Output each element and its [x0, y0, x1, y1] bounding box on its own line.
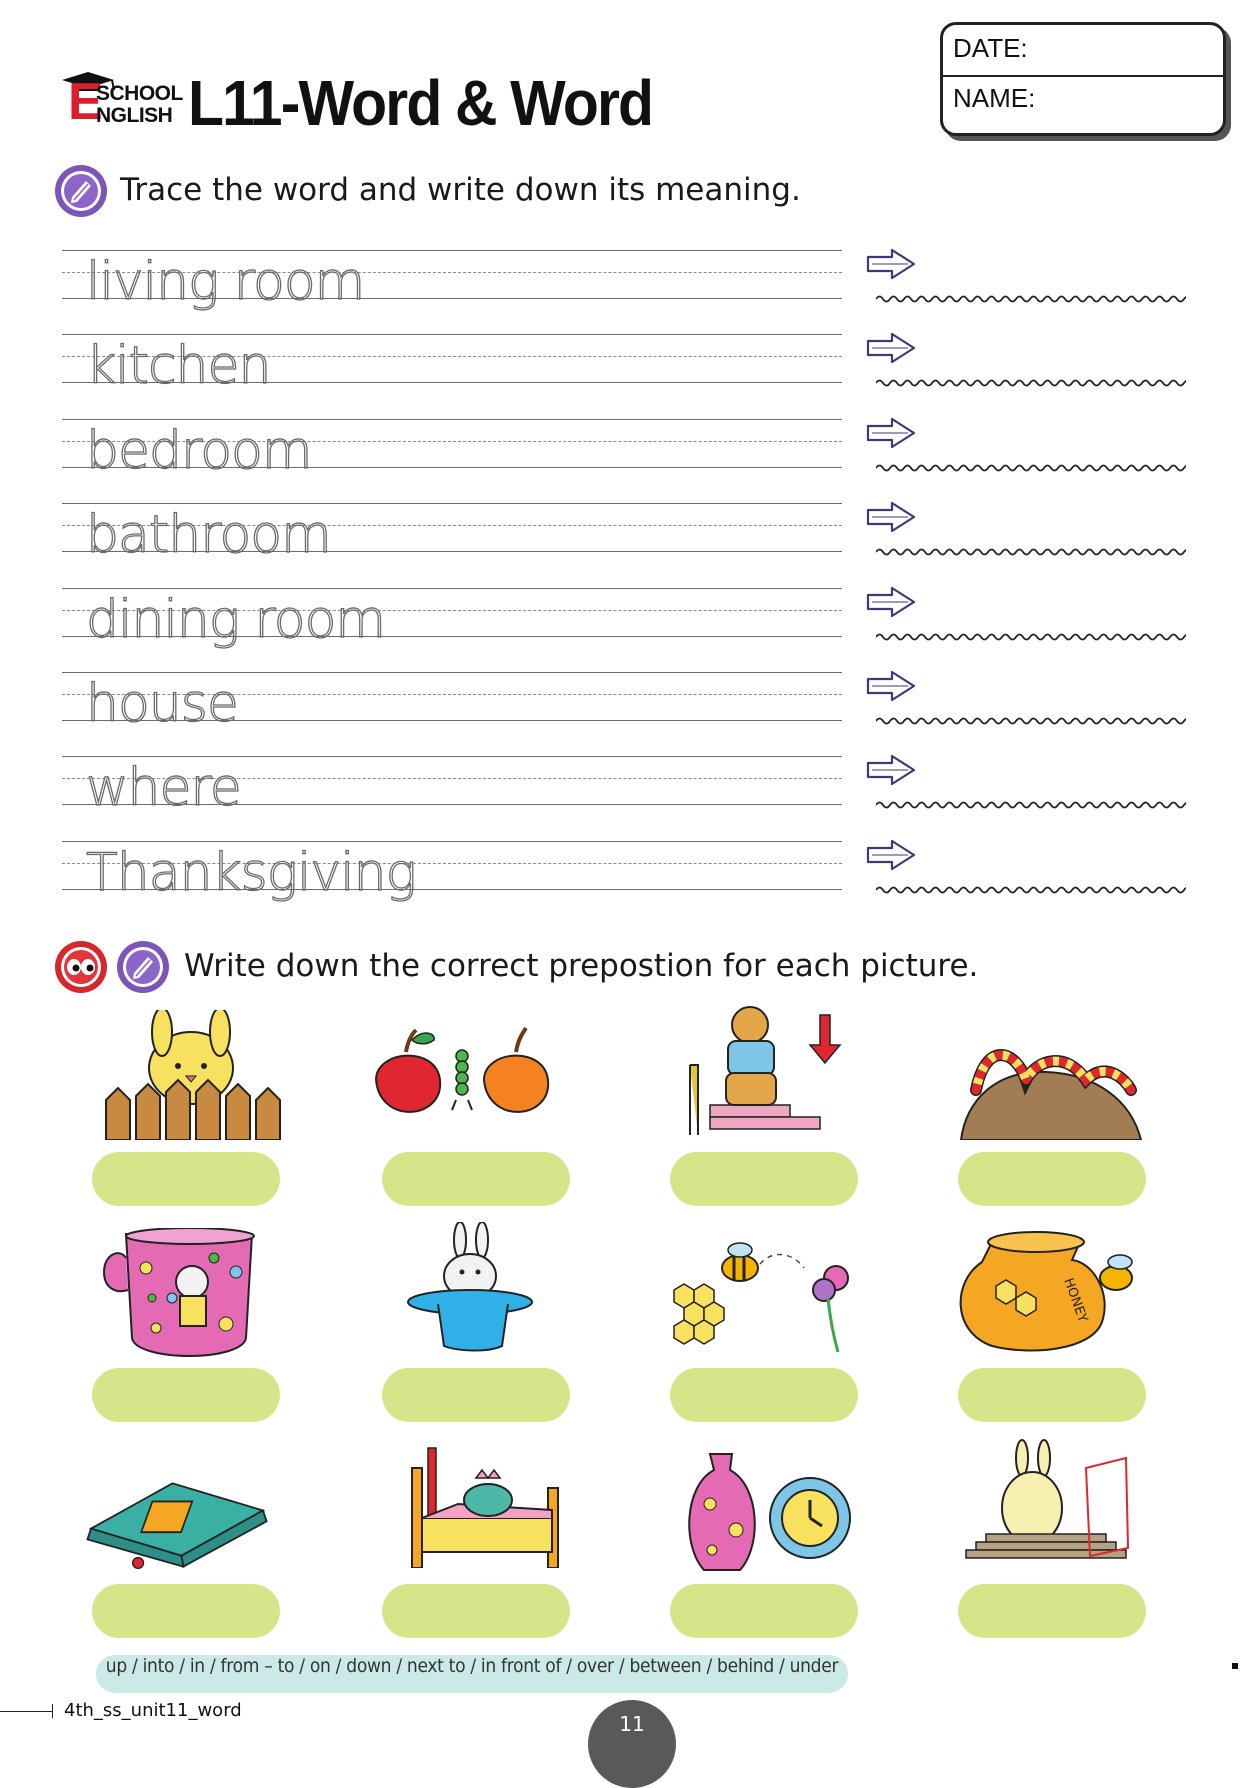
- answer-field-2[interactable]: [382, 1152, 570, 1206]
- pencil-write-icon: [116, 940, 170, 994]
- trace-word[interactable]: where: [86, 758, 241, 818]
- answer-field-11[interactable]: [670, 1584, 858, 1638]
- preposition-word-bank: up / into / in / from – to / on / down / next to / in front of / over / between / behind / under: [96, 1655, 848, 1693]
- guide-line: [62, 588, 842, 589]
- answer-field-5[interactable]: [92, 1368, 280, 1422]
- bear-down-stairs-picture: [670, 1005, 860, 1135]
- pencil-write-icon: [54, 164, 108, 218]
- date-label: DATE:: [953, 33, 1028, 63]
- meaning-answer-line[interactable]: [876, 376, 1186, 390]
- guide-line: [62, 419, 842, 420]
- bee-from-hive-to-flower-picture: [664, 1228, 854, 1358]
- trace-row: [62, 756, 842, 832]
- logo-school-text: SCHOOL: [96, 82, 183, 105]
- meaning-answer-line[interactable]: [876, 630, 1186, 644]
- trace-word[interactable]: Thanksgiving: [86, 843, 416, 903]
- outline-arrow-icon: [864, 839, 918, 871]
- box-divider: [943, 75, 1223, 77]
- outline-arrow-icon: [864, 670, 918, 702]
- page-number-badge: [588, 1700, 676, 1788]
- meaning-answer-line[interactable]: [876, 714, 1186, 728]
- answer-field-12[interactable]: [958, 1584, 1146, 1638]
- rabbit-from-hat-picture: [390, 1222, 580, 1352]
- rabbit-up-stairs-picture: [956, 1438, 1146, 1568]
- answer-field-7[interactable]: [670, 1368, 858, 1422]
- trace-word[interactable]: living room: [86, 252, 365, 312]
- guide-line: [62, 756, 842, 757]
- outline-arrow-icon: [864, 417, 918, 449]
- answer-field-6[interactable]: [382, 1368, 570, 1422]
- meaning-answer-line[interactable]: [876, 883, 1186, 897]
- meaning-answer-line[interactable]: [876, 798, 1186, 812]
- guide-line: [62, 672, 842, 673]
- answer-field-4[interactable]: [958, 1152, 1146, 1206]
- outline-arrow-icon: [864, 248, 918, 280]
- page-number: 11: [619, 1712, 645, 1736]
- mouse-in-cup-picture: [96, 1228, 286, 1358]
- bee-into-honey-jar-picture: [952, 1222, 1142, 1352]
- logo-letter-e: E: [68, 73, 103, 131]
- trace-word[interactable]: bedroom: [86, 421, 312, 481]
- trace-row: [62, 672, 842, 748]
- name-label: NAME:: [953, 83, 1036, 113]
- worm-between-fruits-picture: [366, 1010, 556, 1140]
- answer-field-1[interactable]: [92, 1152, 280, 1206]
- guide-line: [62, 334, 842, 335]
- outline-arrow-icon: [864, 501, 918, 533]
- snake-over-rock-picture: [956, 1010, 1146, 1140]
- trace-word[interactable]: kitchen: [86, 336, 271, 396]
- eyes-look-icon: [54, 940, 108, 994]
- logo-english-text: NGLISH: [96, 104, 173, 127]
- answer-field-10[interactable]: [382, 1584, 570, 1638]
- instruction-preposition: Write down the correct prepostion for each picture.: [184, 948, 979, 984]
- guide-line: [62, 250, 842, 251]
- school-english-logo: [58, 70, 183, 132]
- trace-row: [62, 841, 842, 917]
- guide-line: [62, 841, 842, 842]
- trace-word[interactable]: house: [86, 674, 238, 734]
- answer-field-3[interactable]: [670, 1152, 858, 1206]
- footer-line: [0, 1711, 52, 1712]
- rabbit-behind-fence-picture: [96, 1010, 286, 1140]
- meaning-answer-line[interactable]: [876, 545, 1186, 559]
- footer-code: 4th_ss_unit11_word: [64, 1700, 242, 1721]
- page-title: L11-Word & Word: [188, 67, 653, 139]
- meaning-answer-line[interactable]: [876, 461, 1186, 475]
- page-mark: [1232, 1663, 1238, 1669]
- trace-row: [62, 334, 842, 410]
- instruction-trace: Trace the word and write down its meaning.: [120, 172, 801, 208]
- outline-arrow-icon: [864, 754, 918, 786]
- footer-tick: [52, 1704, 53, 1718]
- answer-field-9[interactable]: [92, 1584, 280, 1638]
- vase-next-to-clock-picture: [670, 1446, 860, 1576]
- trace-row: [62, 419, 842, 495]
- trace-word[interactable]: bathroom: [86, 505, 331, 565]
- trace-row: [62, 503, 842, 579]
- bug-under-book-picture: [82, 1450, 272, 1580]
- trace-row: [62, 250, 842, 326]
- trace-row: [62, 588, 842, 664]
- honey-label: HONEY: [1060, 1276, 1091, 1325]
- frog-on-bed-picture: [398, 1438, 588, 1568]
- meaning-answer-line[interactable]: [876, 292, 1186, 306]
- guide-line: [62, 503, 842, 504]
- outline-arrow-icon: [864, 332, 918, 364]
- outline-arrow-icon: [864, 586, 918, 618]
- date-name-box: [940, 22, 1226, 136]
- answer-field-8[interactable]: [958, 1368, 1146, 1422]
- trace-word[interactable]: dining room: [86, 590, 386, 650]
